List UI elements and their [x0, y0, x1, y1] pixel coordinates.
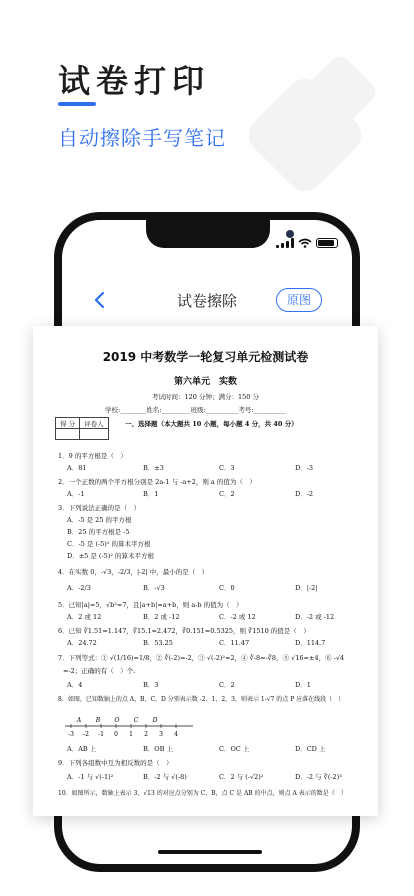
option: B．53.25 [143, 639, 173, 647]
number-line-point-label: D [152, 717, 158, 724]
camera-icon [286, 230, 294, 238]
option: D．114.7 [295, 639, 326, 647]
number-line-point-label: B [95, 717, 101, 724]
question-options [67, 744, 371, 753]
number-line-label: -3 [68, 731, 74, 738]
option: B．1 [143, 490, 159, 498]
question-options [67, 612, 371, 621]
question: 7．下列等式：① √(1/16)=1/8，② ∛(-2)=-2，③ √(-2)²=2，④ ∛-8=-∛8，⑤ √16=±4，⑥ -√4 [58, 654, 345, 662]
option: C．0 [219, 584, 235, 592]
option: B．2 或 -12 [143, 613, 180, 621]
question-options [67, 772, 371, 781]
question-options [67, 489, 371, 498]
grader-cell: 评卷人 [80, 418, 109, 429]
exam-paper [33, 326, 378, 816]
score-cell: 得 分 [56, 418, 80, 429]
wifi-icon [298, 238, 312, 248]
question: 10．如图所示，数轴上表示 3、√13 的对应点分别为 C、B，点 C 是 AB 的中点，则点 A 表示的数是（ ） [58, 790, 347, 797]
option: C．OC 上 [219, 745, 250, 753]
number-line-label: 4 [174, 731, 178, 738]
option: A．24.72 [67, 639, 97, 647]
number-line-label: 3 [159, 731, 163, 738]
question-options [67, 463, 371, 472]
option: B．25 的平方根是 -5 [67, 528, 130, 536]
question: 4．在实数 0，-√3，-2/3，|-2| 中，最小的是（ ） [58, 568, 209, 576]
number-line [65, 716, 195, 740]
option: D．CD 上 [295, 745, 326, 753]
phone-notch [146, 220, 270, 248]
status-bar [276, 238, 338, 248]
option: D．-2 或 -12 [295, 613, 335, 621]
paper-title: 2019 中考数学一轮复习单元检测试卷 [102, 350, 309, 364]
option: B．OB 上 [143, 745, 173, 753]
number-line-label: 2 [144, 731, 148, 738]
number-line-point-label: C [133, 717, 139, 724]
original-image-button[interactable]: 原图 [276, 288, 322, 312]
option: D．1 [295, 681, 311, 689]
question-continuation: =-2；正确的有（ ）个. [63, 667, 136, 675]
score-table [55, 417, 109, 440]
page-title: 试卷擦除 [176, 292, 237, 310]
option: D．|-2| [295, 584, 318, 592]
option: C．-5 是 (-5)² 的算术平方根 [67, 540, 151, 548]
option: B．3 [143, 681, 159, 689]
option: A．4 [67, 681, 83, 689]
exam-info: 考试时间：120 分钟；满分：150 分 [152, 393, 259, 401]
option: C．-2 或 12 [219, 613, 256, 621]
option: B．-√3 [143, 584, 165, 592]
option: C．3 [219, 464, 235, 472]
question-options [67, 638, 371, 647]
question-options [67, 583, 371, 592]
option: A．2 或 12 [67, 613, 102, 621]
grader-empty-cell [80, 429, 109, 440]
number-line-label: 0 [114, 731, 118, 738]
option: B．±3 [143, 464, 164, 472]
battery-icon [316, 238, 338, 248]
number-line-point-label: A [76, 717, 82, 724]
option: A．81 [67, 464, 87, 472]
student-info-line: 学校:________姓名:_________班级:__________考号:__________ [105, 406, 287, 414]
accent-bar [58, 102, 96, 106]
number-line-label: -1 [98, 731, 104, 738]
question-options [67, 680, 371, 689]
option: D．±5 是 (-5)² 的算术平方根 [67, 552, 155, 560]
promo-banner [0, 0, 414, 200]
unit-title: 第六单元 实数 [173, 377, 237, 387]
question: 8．如图，已知数轴上的点 A、B、C、D 分别表示数 -2、1、2、3，则表示 1-√7 的点 P 应落在线段（ ） [58, 696, 345, 703]
signal-icon [276, 238, 294, 248]
question: 9．下列各组数中互为相反数的是（ ） [58, 759, 173, 767]
home-indicator [158, 850, 262, 854]
number-line-label: -2 [83, 731, 89, 738]
option: A．-1 [67, 490, 85, 498]
question: 6．已知 ∛1.51=1.147，∛15.1=2.472，∛0.151=0.5325，则 ∛1510 的值是（ ） [58, 627, 310, 635]
promo-headline: 试卷打印 [58, 62, 211, 100]
option: D．-2 [295, 490, 314, 498]
option: C．2 与 (-√2)² [219, 773, 264, 781]
number-line-label: 1 [129, 731, 133, 738]
number-line-point-label: O [114, 717, 120, 724]
question: 3．下列说法正确的是（ ） [58, 504, 141, 512]
option: A．AB 上 [67, 745, 97, 753]
question: 1．9 的平方根是（ ） [58, 452, 127, 460]
option: C．2 [219, 681, 235, 689]
app-header [62, 278, 352, 322]
option: C．2 [219, 490, 235, 498]
option: D．-2 与 ∛(-2)³ [295, 773, 342, 781]
option: A．-1 与 √(-1)² [67, 773, 114, 781]
option: A．-5 是 25 的平方根 [67, 516, 132, 524]
promo-subtitle: 自动擦除手写笔记 [58, 126, 226, 150]
option: B．-2 与 √(-8) [143, 773, 187, 781]
option: D．-3 [295, 464, 314, 472]
section-title: 一、选择题（本大题共 10 小题，每小题 4 分，共 40 分） [125, 420, 298, 428]
score-empty-cell [56, 429, 80, 440]
question: 2．一个正数的两个平方根分别是 2a-1 与 -a+2，则 a 的值为（ ） [58, 478, 256, 486]
option: A．-2/3 [67, 584, 91, 592]
question: 5．已知|a|=5，√b²=7，且|a+b|=a+b，则 a-b 的值为（ ） [58, 601, 243, 609]
option: C．11.47 [219, 639, 250, 647]
